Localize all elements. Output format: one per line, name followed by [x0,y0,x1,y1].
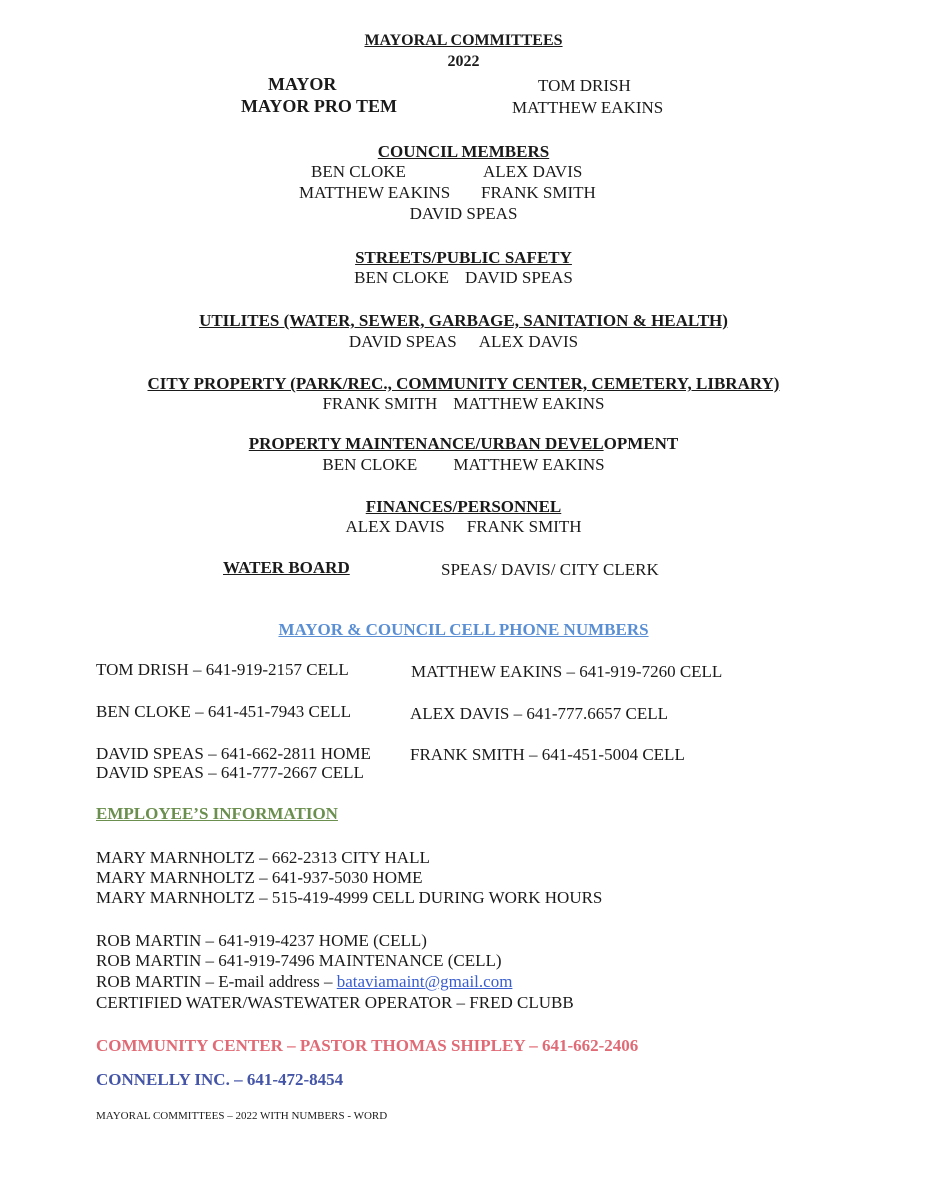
council-member: MATTHEW EAKINS [299,183,451,202]
mayor-label: MAYOR [268,74,337,94]
employees-heading: EMPLOYEE’S INFORMATION [96,804,338,823]
council-member: FRANK SMITH [481,183,596,202]
phone-entry: DAVID SPEAS – 641-777-2667 CELL [96,763,364,782]
water-board-label: WATER BOARD [223,558,350,577]
phone-entry: MATTHEW EAKINS – 641-919-7260 CELL [411,662,723,681]
council-member: ALEX DAVIS [483,162,583,181]
committee-heading-city-property: CITY PROPERTY (PARK/REC., COMMUNITY CENTER, CEMETERY, LIBRARY) [147,374,780,393]
employee-entry: CERTIFIED WATER/WASTEWATER OPERATOR – FRED CLUBB [96,993,574,1012]
phone-numbers-heading: MAYOR & COUNCIL CELL PHONE NUMBERS [278,620,649,639]
committee-heading-property-maintenance: PROPERTY MAINTENANCE/URBAN DEVELOPMENT [248,434,679,453]
council-members-heading: COUNCIL MEMBERS [377,142,550,161]
phone-entry: TOM DRISH – 641-919-2157 CELL [96,660,349,679]
council-member: BEN CLOKE [311,162,406,181]
committee-heading-finances: FINANCES/PERSONNEL [365,497,562,516]
employee-entry: ROB MARTIN – 641-919-4237 HOME (CELL) [96,931,427,950]
mayor-name: TOM DRISH [538,76,631,95]
phone-entry: BEN CLOKE – 641-451-7943 CELL [96,702,351,721]
council-member: DAVID SPEAS [409,204,518,223]
committee-members-utilities: DAVID SPEAS ALEX DAVIS [348,332,579,351]
connelly-contact: CONNELLY INC. – 641-472-8454 [96,1070,344,1089]
committee-members-streets: BEN CLOKE DAVID SPEAS [354,268,573,287]
employee-entry: ROB MARTIN – 641-919-7496 MAINTENANCE (CELL) [96,951,502,970]
document-title: MAYORAL COMMITTEES [364,32,563,49]
employee-entry: MARY MARNHOLTZ – 662-2313 CITY HALL [96,848,430,867]
water-board-members: SPEAS/ DAVIS/ CITY CLERK [441,560,659,579]
document-footer: MAYORAL COMMITTEES – 2022 WITH NUMBERS - WORD [96,1110,388,1122]
committee-members-property-maintenance: BEN CLOKE MATTHEW EAKINS [322,455,605,474]
committee-members-city-property: FRANK SMITH MATTHEW EAKINS [322,394,605,413]
employee-entry: MARY MARNHOLTZ – 641-937-5030 HOME [96,868,423,887]
committee-members-finances: ALEX DAVIS FRANK SMITH [345,517,582,536]
document-year: 2022 [447,53,480,70]
mayor-pro-tem-label: MAYOR PRO TEM [241,96,398,116]
employee-email-line: ROB MARTIN – E-mail address – bataviamaint@gmail.com [96,972,513,991]
phone-entry: FRANK SMITH – 641-451-5004 CELL [410,745,685,764]
email-link[interactable]: bataviamaint@gmail.com [336,972,513,991]
committee-heading-utilities: UTILITES (WATER, SEWER, GARBAGE, SANITATION & HEALTH) [199,311,728,330]
committee-heading-streets: STREETS/PUBLIC SAFETY [355,248,572,267]
employee-entry: MARY MARNHOLTZ – 515-419-4999 CELL DURING WORK HOURS [96,888,603,907]
phone-entry: DAVID SPEAS – 641-662-2811 HOME [96,744,371,763]
mayor-pro-tem-name: MATTHEW EAKINS [512,98,664,117]
phone-entry: ALEX DAVIS – 641-777.6657 CELL [410,704,668,723]
community-center-contact: COMMUNITY CENTER – PASTOR THOMAS SHIPLEY – 641-662-2406 [96,1036,639,1055]
